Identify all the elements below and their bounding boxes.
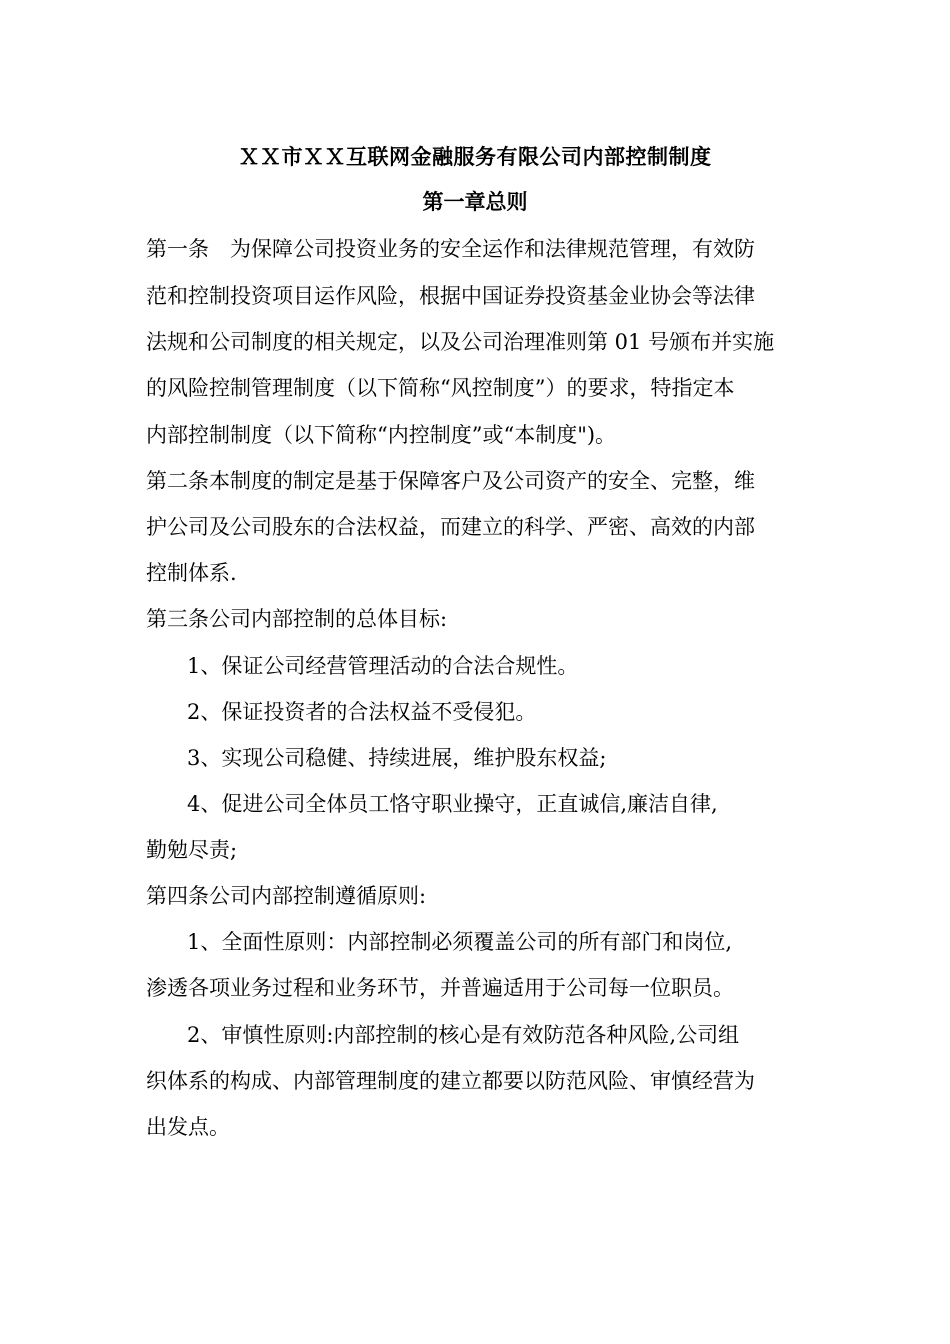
article-4-heading: 第四条公司内部控制遵循原则: <box>146 884 427 908</box>
article-1-line-3: 法规和公司制度的相关规定，以及公司治理准则第 01 号颁布并实施 <box>146 330 775 354</box>
article-3-item-2: 2、保证投资者的合法权益不受侵犯。 <box>187 700 537 724</box>
article-3-heading: 第三条公司内部控制的总体目标: <box>146 607 448 631</box>
article-4-item-1-cont: 渗透各项业务过程和业务环节，并普遍适用于公司每一位职员。 <box>146 976 734 1000</box>
article-1-line-1: 第一条 为保障公司投资业务的安全运作和法律规范管理，有效防 <box>146 237 755 261</box>
article-1-line-5: 内部控制制度（以下简称“内控制度”或“本制度")。 <box>146 423 617 447</box>
document-title: ＸＸ市ＸＸ互联网金融服务有限公司内部控制制度 <box>238 144 712 169</box>
article-4-item-2-cont-2: 出发点。 <box>146 1115 230 1139</box>
article-2-line-1: 第二条本制度的制定是基于保障客户及公司资产的安全、完整，维 <box>146 469 755 493</box>
article-4-item-1: 1、全面性原则：内部控制必须覆盖公司的所有部门和岗位, <box>187 930 733 954</box>
chapter-title: 第一章总则 <box>422 189 528 214</box>
article-3-item-1: 1、保证公司经营管理活动的合法合规性。 <box>187 654 579 678</box>
article-4-item-2: 2、审慎性原则:内部控制的核心是有效防范各种风险,公司组 <box>187 1023 740 1047</box>
article-1-line-4: 的风险控制管理制度（以下简称“风控制度”）的要求，特指定本 <box>146 376 735 400</box>
article-2-line-3: 控制体系. <box>146 561 237 585</box>
article-2-line-2: 护公司及公司股东的合法权益，而建立的科学、严密、高效的内部 <box>146 515 755 539</box>
article-4-item-2-cont-1: 织体系的构成、内部管理制度的建立都要以防范风险、审慎经营为 <box>146 1069 755 1093</box>
article-3-item-4: 4、促进公司全体员工恪守职业操守，正直诚信,廉洁自律, <box>187 792 718 816</box>
article-3-item-3: 3、实现公司稳健、持续进展，维护股东权益; <box>187 746 607 770</box>
article-1-line-2: 范和控制投资项目运作风险，根据中国证券投资基金业协会等法律 <box>146 284 755 308</box>
article-3-item-4-cont: 勤勉尽责; <box>146 838 238 862</box>
